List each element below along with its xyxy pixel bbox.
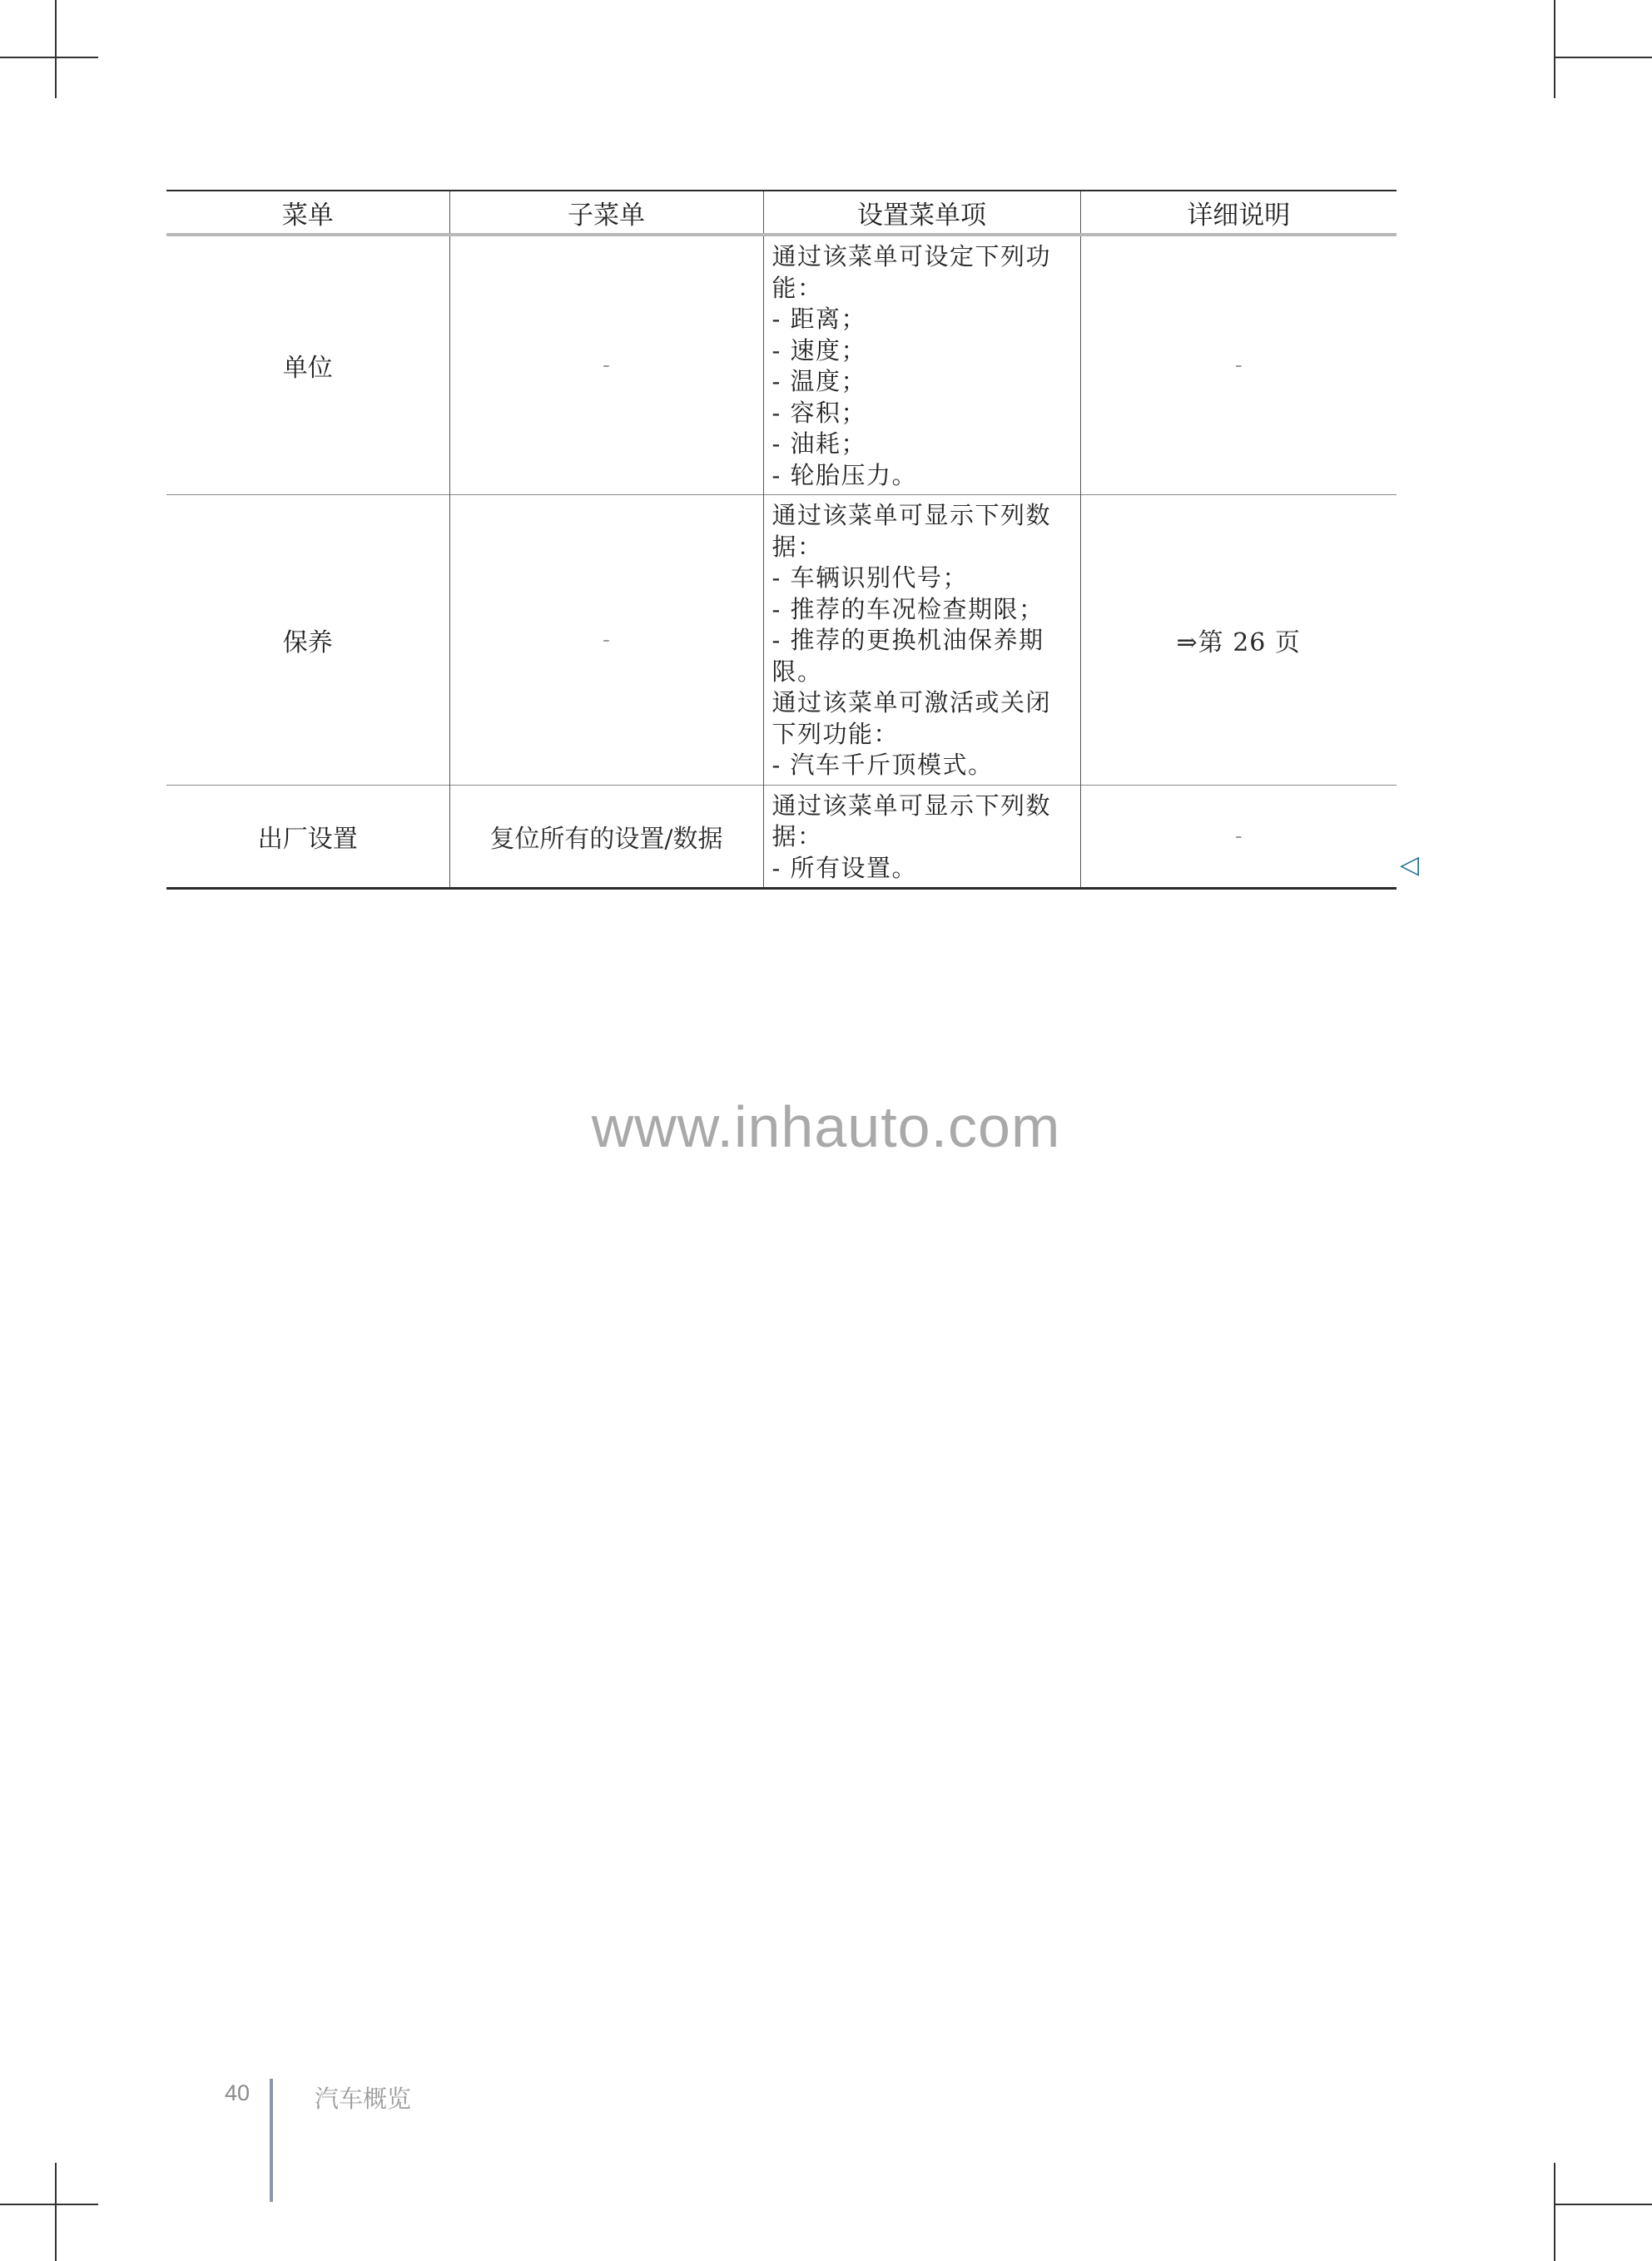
settings-item-line: - 温度；	[771, 367, 867, 395]
menu-cell: 出厂设置	[257, 824, 358, 854]
detail-page-reference[interactable]: ⇒第 26 页	[1080, 495, 1397, 786]
settings-item-line: 通过该菜单可设定下列功	[771, 242, 1052, 270]
settings-item-line: - 推荐的更换机油保养期	[771, 626, 1044, 654]
settings-item-line: 据：	[771, 822, 823, 850]
settings-item-line: - 容积；	[771, 398, 867, 427]
settings-item-line: - 轮胎压力。	[771, 460, 918, 489]
menu-cell: 单位	[282, 354, 333, 383]
crop-mark	[55, 0, 57, 98]
settings-item-line: 能：	[771, 273, 823, 302]
header-details: 详细说明	[1080, 191, 1397, 235]
settings-item-line: - 车辆识别代号；	[771, 563, 969, 592]
settings-item-line: - 所有设置。	[771, 853, 918, 882]
settings-item-line: 据：	[771, 532, 823, 561]
crop-mark	[55, 2163, 57, 2261]
crop-mark	[1554, 2163, 1555, 2261]
settings-menu-table	[166, 190, 1397, 890]
settings-item-line: 通过该菜单可激活或关闭	[771, 688, 1052, 716]
settings-item-line: - 汽车千斤顶模式。	[771, 751, 994, 779]
settings-items-cell	[763, 785, 1080, 889]
header-settings-items: 设置菜单项	[763, 191, 1080, 235]
submenu-cell: 复位所有的设置/数据	[449, 785, 763, 889]
crop-mark	[0, 57, 98, 58]
settings-item-line: 限。	[771, 657, 823, 686]
table-header-row	[166, 191, 1397, 235]
detail-cell: -	[1080, 785, 1397, 889]
header-submenu: 子菜单	[449, 191, 763, 235]
submenu-cell: -	[449, 235, 763, 495]
table-row	[166, 785, 1397, 889]
menu-cell: 保养	[282, 627, 333, 657]
settings-item-line: 下列功能：	[771, 719, 900, 748]
crop-mark	[1554, 0, 1555, 98]
crop-mark	[1554, 57, 1652, 58]
detail-cell: -	[1080, 235, 1397, 495]
settings-item-line: - 距离；	[771, 305, 867, 333]
settings-items-cell	[763, 495, 1080, 786]
settings-item-line: - 油耗；	[771, 429, 867, 458]
header-menu: 菜单	[281, 200, 334, 231]
footer-divider	[270, 2079, 273, 2202]
table-row	[166, 495, 1397, 786]
page-number: 40	[225, 2080, 251, 2105]
settings-item-line: 通过该菜单可显示下列数	[771, 501, 1052, 529]
settings-item-line: 通过该菜单可显示下列数	[771, 791, 1052, 820]
settings-item-line: - 速度；	[771, 335, 867, 364]
section-title: 汽车概览	[315, 2085, 412, 2113]
watermark: www.inhauto.com	[591, 1094, 1061, 1159]
back-arrow-icon[interactable]: ◁	[1400, 850, 1420, 880]
crop-mark	[1554, 2204, 1652, 2205]
crop-mark	[0, 2204, 98, 2205]
settings-item-line: - 推荐的车况检查期限；	[771, 594, 1044, 623]
table-row	[166, 235, 1397, 495]
settings-items-cell	[763, 235, 1080, 495]
submenu-cell: -	[449, 495, 763, 786]
